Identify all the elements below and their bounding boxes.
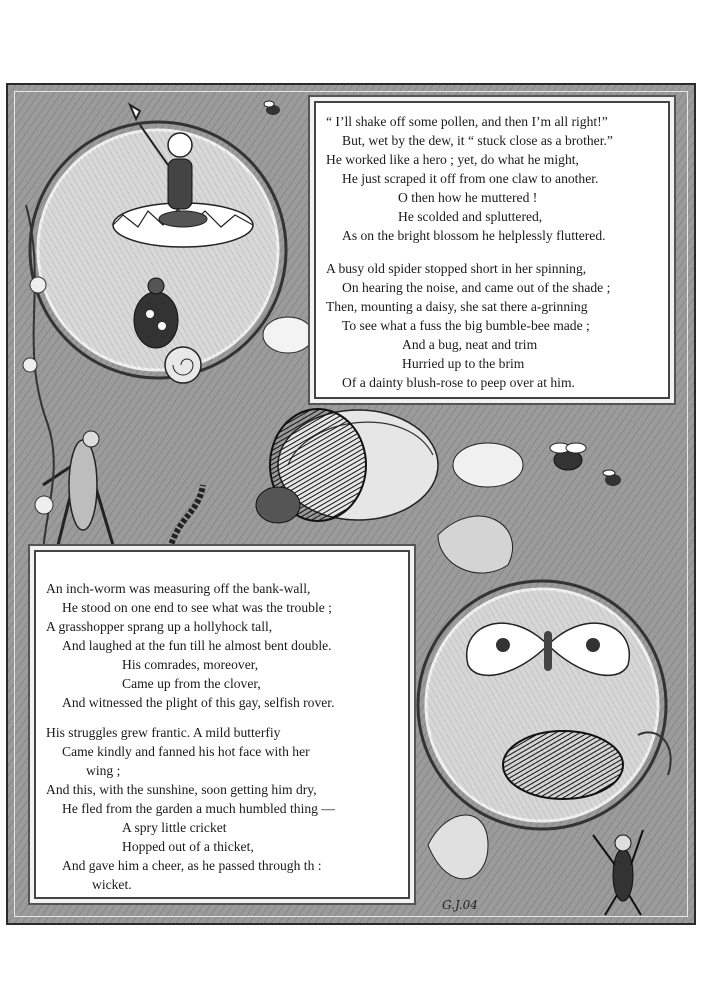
poem-bottom-line-9: Came kindly and fanned his hot face with her: [62, 744, 310, 759]
poem-bottom-box: [34, 550, 410, 899]
poem-bottom-line-10: wing ;: [86, 763, 121, 778]
poem-bottom-line-11: And this, with the sunshine, soon getting him dry,: [46, 782, 317, 797]
poem-top-line-6: He scolded and spluttered,: [398, 209, 543, 224]
poem-bottom-line-13: A spry little cricket: [122, 820, 227, 835]
poem-bottom-line-1: An inch-worm was measuring off the bank-wall,: [46, 581, 311, 596]
poem-bottom-line-7: And witnessed the plight of this gay, selfish rover.: [62, 695, 335, 710]
poem-bottom-line-3: A grasshopper sprang up a hollyhock tall,: [46, 619, 273, 634]
poem-bottom-line-2: He stood on one end to see what was the trouble ;: [62, 600, 332, 615]
poem-bottom-line-16: wicket.: [92, 877, 132, 892]
poem-top-box: [314, 101, 670, 399]
poem-bottom-line-14: Hopped out of a thicket,: [122, 839, 254, 854]
poem-bottom-line-15: And gave him a cheer, as he passed through th :: [62, 858, 322, 873]
poem-bottom-line-6: Came up from the clover,: [122, 676, 261, 691]
poem-top-line-2: But, wet by the dew, it “ stuck close as a brother.”: [342, 133, 613, 148]
poem-top-line-3: He worked like a hero ; yet, do what he might,: [326, 152, 579, 167]
poem-top-line-9: On hearing the noise, and came out of the shade ;: [342, 280, 611, 295]
poem-bottom-line-12: He fled from the garden a much humbled thing —: [62, 801, 335, 816]
poem-top-line-13: Hurried up to the brim: [402, 356, 525, 371]
poem-top-line-1: “ I’ll shake off some pollen, and then I’m all right!”: [326, 114, 608, 129]
poem-top-line-5: O then how he muttered !: [398, 190, 538, 205]
poem-bottom-line-5: His comrades, moreover,: [122, 657, 259, 672]
poem-top-line-4: He just scraped it off from one claw to another.: [342, 171, 599, 186]
poem-bottom-line-4: And laughed at the fun till he almost bent double.: [62, 638, 332, 653]
poem-top-line-10: Then, mounting a daisy, she sat there a-grinning: [326, 299, 588, 314]
poem-top-line-7: As on the bright blossom he helplessly fluttered.: [342, 228, 606, 243]
artist-signature: G.J.04: [442, 898, 478, 912]
poem-top-line-12: And a bug, neat and trim: [402, 337, 538, 352]
poem-bottom-line-8: His struggles grew frantic. A mild butterfiy: [46, 725, 281, 740]
poem-top-line-14: Of a dainty blush-rose to peep over at him.: [342, 375, 575, 390]
poem-top-line-11: To see what a fuss the big bumble-bee made ;: [342, 318, 590, 333]
poem-top-line-8: A busy old spider stopped short in her spinning,: [326, 261, 587, 276]
